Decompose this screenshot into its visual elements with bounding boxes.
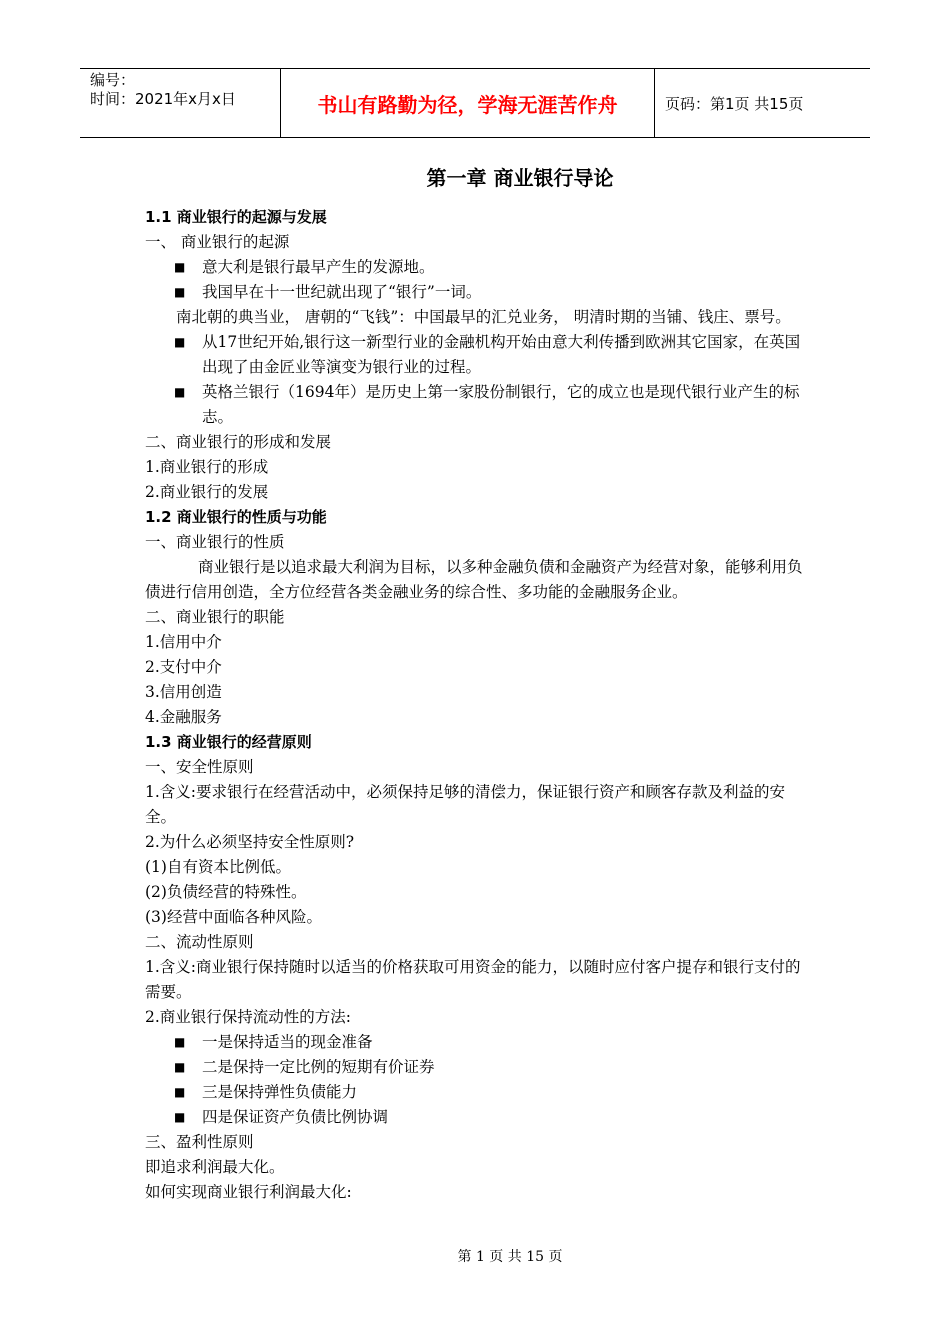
list-item: 2.为什么必须坚持安全性原则? xyxy=(145,833,355,851)
page-footer: 第 1 页 共 15 页 xyxy=(457,1249,563,1265)
subsection-heading: 二、流动性原则 xyxy=(145,933,254,951)
subsection-heading: 三、盈利性原则 xyxy=(145,1133,254,1151)
subsection-heading: 一、 商业银行的起源 xyxy=(145,233,290,251)
paragraph: 商业银行是以追求最大利润为目标，以多种金融负债和金融资产为经营对象，能够利用负债进行信用创造，全方位经营各类金融业务的综合性、多功能的金融服务企业。 xyxy=(145,558,803,601)
list-item: 1.信用中介 xyxy=(145,633,222,651)
bullet-item: ■ 三是保持弹性负债能力 xyxy=(145,1080,815,1105)
document-body xyxy=(145,165,815,1205)
list-item: 4.金融服务 xyxy=(145,708,222,726)
section-heading: 1.3 商业银行的经营原则 xyxy=(145,733,312,751)
header-page-info: 页码：第1页 共15页 xyxy=(665,94,804,113)
bullet-icon: ■ xyxy=(174,285,186,299)
bullet-item: ■ 二是保持一定比例的短期有价证券 xyxy=(145,1055,815,1080)
bullet-icon: ■ xyxy=(174,1060,186,1074)
list-item: 2.商业银行保持流动性的方法: xyxy=(145,1008,352,1026)
bullet-item: ■ 英格兰银行（1694年）是历史上第一家股份制银行，它的成立也是现代银行业产生的标志。 xyxy=(145,380,815,430)
subsection-heading: 一、商业银行的性质 xyxy=(145,533,285,551)
page-header xyxy=(80,68,870,138)
list-item: (3)经营中面临各种风险。 xyxy=(145,908,322,926)
list-item: 3.信用创造 xyxy=(145,683,222,701)
bullet-item: ■ 从17世纪开始,银行这一新型行业的金融机构开始由意大利传播到欧洲其它国家，在英国出现了由金匠业等演变为银行业的过程。 xyxy=(145,330,815,380)
bullet-icon: ■ xyxy=(174,1110,186,1124)
bullet-item: ■ 意大利是银行最早产生的发源地。 xyxy=(145,255,815,280)
section-heading: 1.1 商业银行的起源与发展 xyxy=(145,208,327,226)
bullet-icon: ■ xyxy=(174,260,186,274)
list-item: 2.商业银行的发展 xyxy=(145,483,269,501)
doc-date-label: 时间：2021年x月x日 xyxy=(90,90,236,108)
bullet-item: ■ 一是保持适当的现金准备 xyxy=(145,1030,815,1055)
list-item: (1)自有资本比例低。 xyxy=(145,858,291,876)
section-heading: 1.2 商业银行的性质与功能 xyxy=(145,508,327,526)
paragraph: 南北朝的典当业， 唐朝的“飞钱”：中国最早的汇兑业务， 明清时期的当铺、钱庄、票号。 xyxy=(176,308,791,326)
bullet-item: ■ 四是保证资产负债比例协调 xyxy=(145,1105,815,1130)
bullet-icon: ■ xyxy=(174,1035,186,1049)
paragraph: 即追求利润最大化。 xyxy=(145,1158,285,1176)
list-item: 2.支付中介 xyxy=(145,658,222,676)
header-meta xyxy=(80,69,281,137)
header-motto: 书山有路勤为径，学海无涯苦作舟 xyxy=(281,69,655,137)
bullet-item: ■ 我国早在十一世纪就出现了“银行”一词。 xyxy=(145,280,815,305)
subsection-heading: 一、安全性原则 xyxy=(145,758,254,776)
bullet-icon: ■ xyxy=(174,385,186,399)
paragraph: 1.含义:商业银行保持随时以适当的价格获取可用资金的能力，以随时应付客户提存和银行支付的需要。 xyxy=(145,958,801,1001)
list-item: (2)负债经营的特殊性。 xyxy=(145,883,307,901)
chapter-title: 第一章 商业银行导论 xyxy=(426,166,614,190)
doc-number-label: 编号： xyxy=(90,71,136,89)
bullet-icon: ■ xyxy=(174,1085,186,1099)
subsection-heading: 二、商业银行的形成和发展 xyxy=(145,433,332,451)
subsection-heading: 二、商业银行的职能 xyxy=(145,608,285,626)
paragraph: 如何实现商业银行利润最大化: xyxy=(145,1183,352,1201)
list-item: 1.商业银行的形成 xyxy=(145,458,269,476)
bullet-icon: ■ xyxy=(174,335,186,349)
paragraph: 1.含义:要求银行在经营活动中，必须保持足够的清偿力，保证银行资产和顾客存款及利益的安全。 xyxy=(145,783,786,826)
